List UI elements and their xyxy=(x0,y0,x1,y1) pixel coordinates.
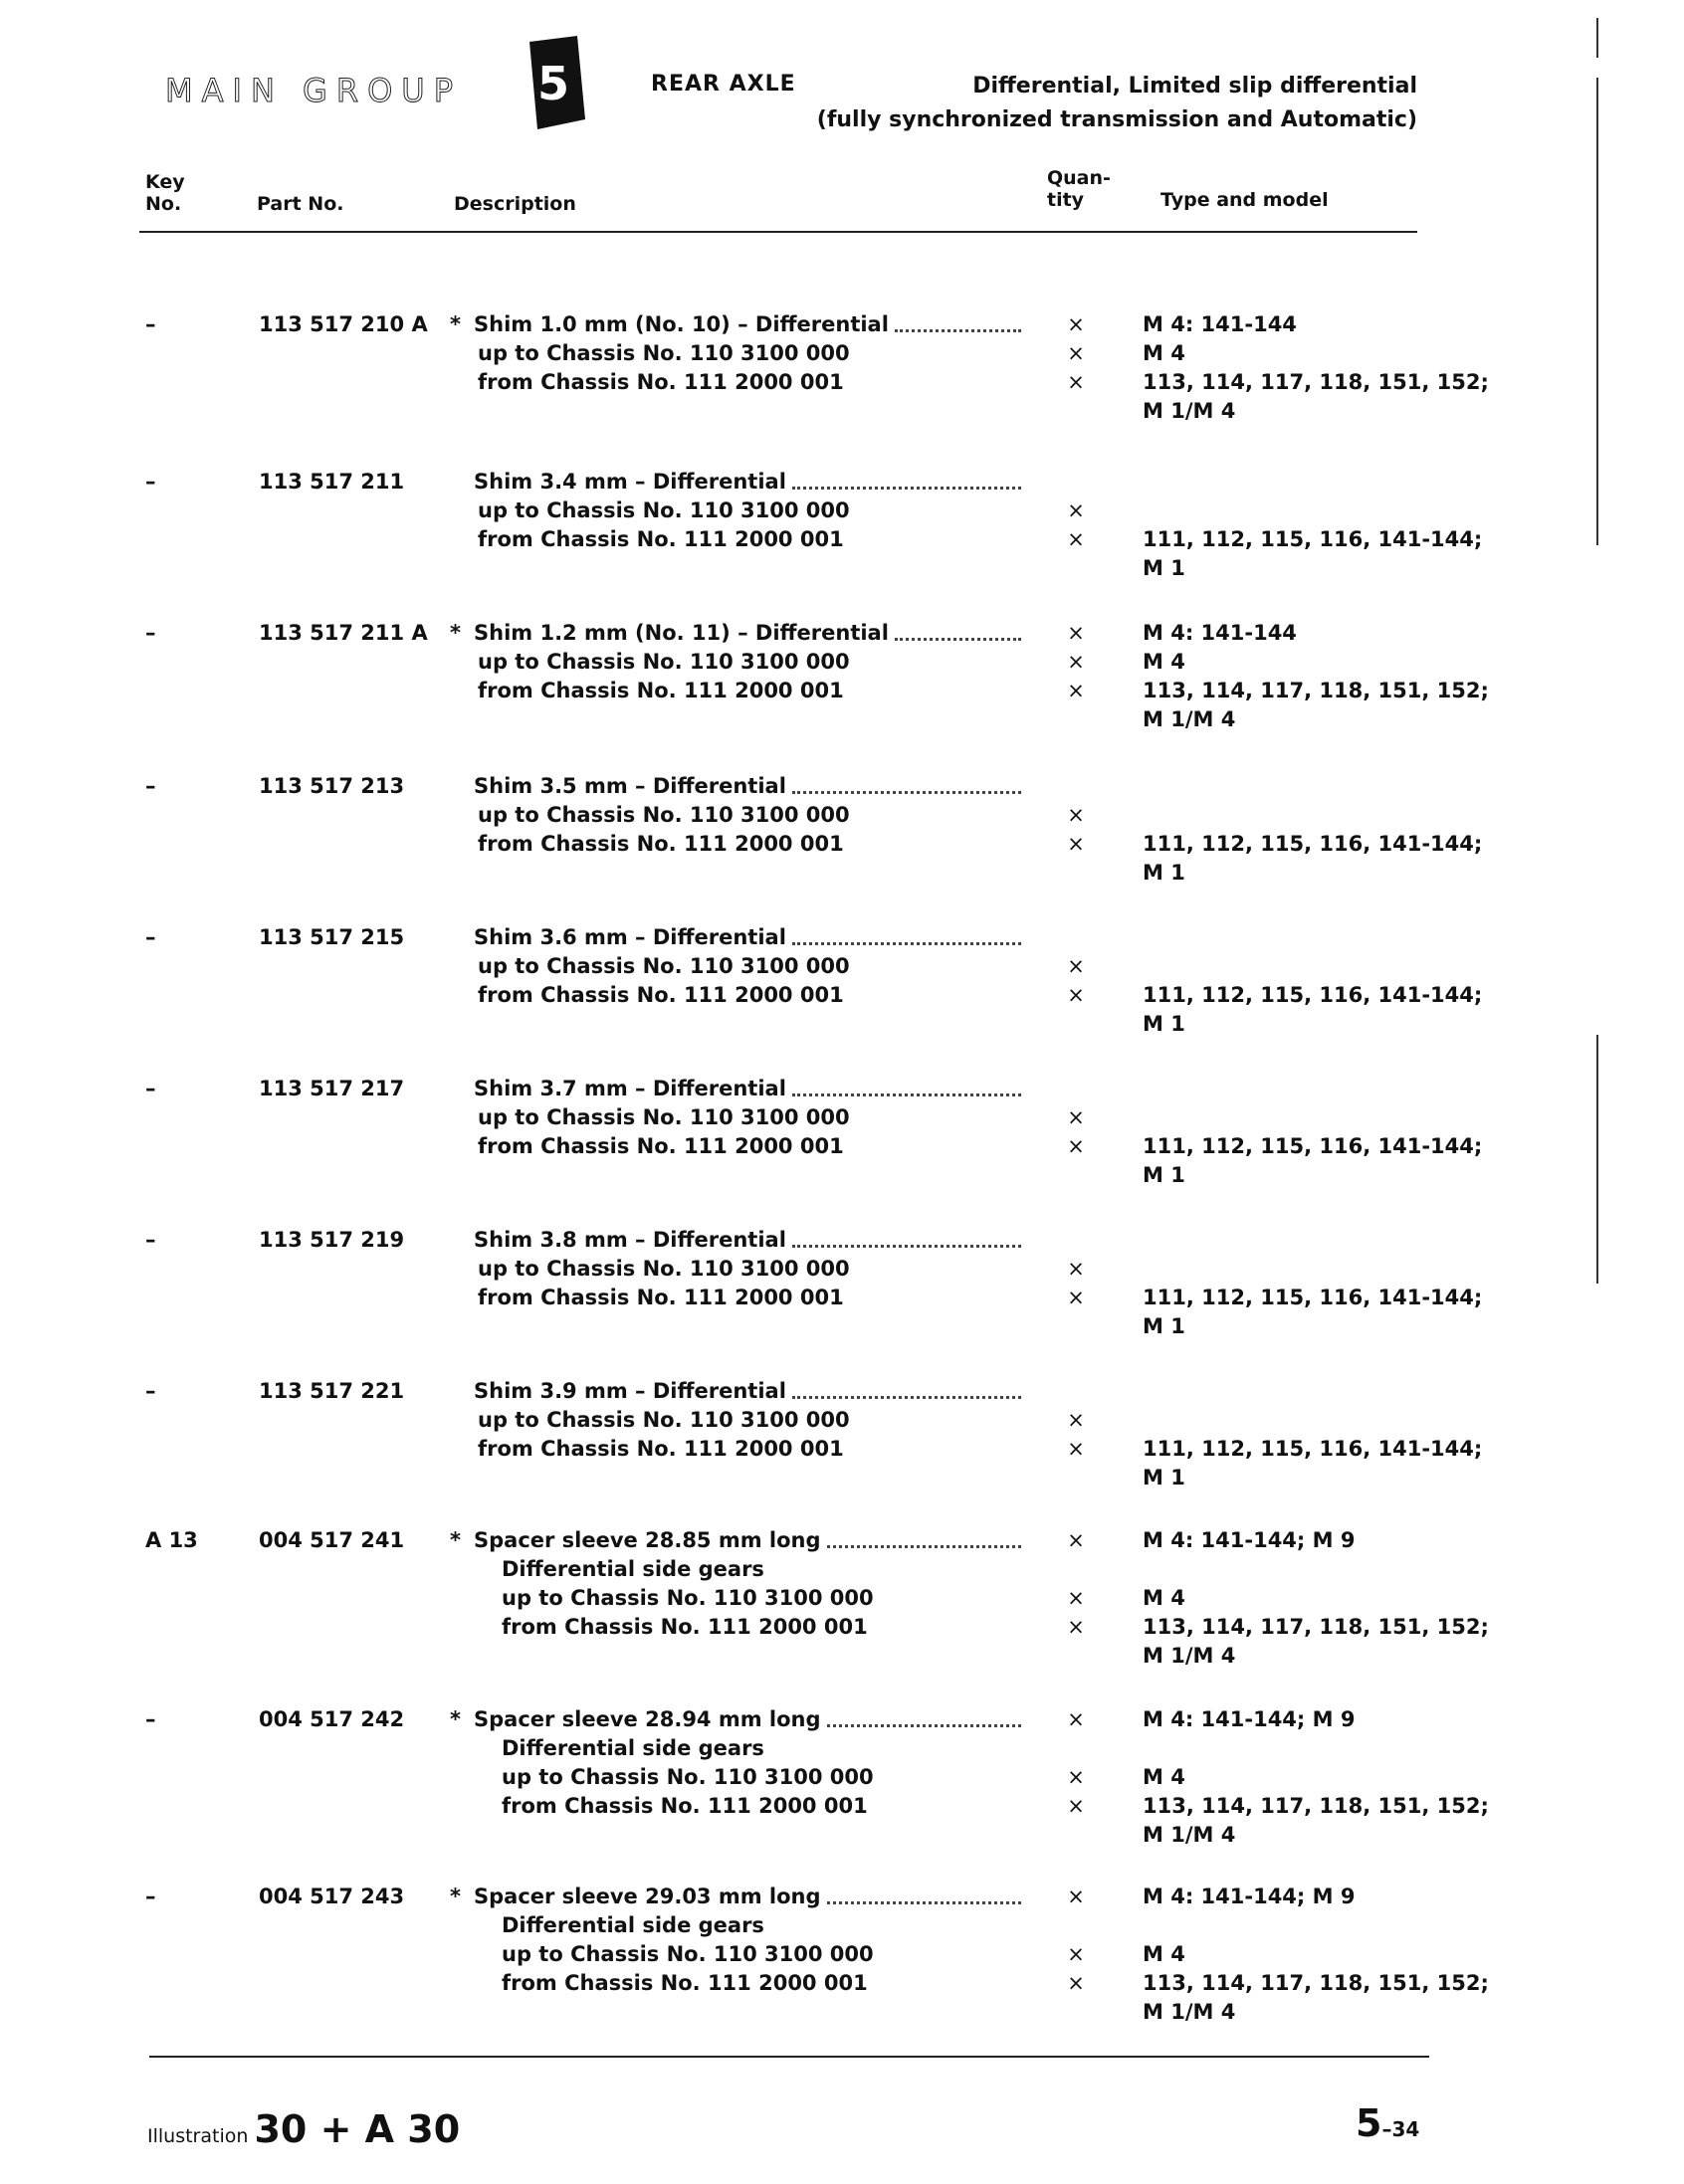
description-subline xyxy=(450,1312,1027,1341)
type-model-line: M 4 xyxy=(1143,1942,1185,1966)
description-subline xyxy=(450,1821,1027,1850)
description-cell xyxy=(450,1075,1027,1190)
new-part-star xyxy=(450,1075,474,1103)
description-subline xyxy=(450,1161,1027,1190)
description-text: Shim 3.7 mm – Differential xyxy=(474,1077,786,1100)
group-number: 5 xyxy=(536,57,570,110)
description-subline: from Chassis No. 111 2000 001 xyxy=(478,983,844,1007)
new-part-star: * xyxy=(450,621,461,645)
type-model-line xyxy=(1143,1734,1481,1763)
description-subline: Differential side gears xyxy=(502,1913,764,1937)
description-subline xyxy=(450,859,1027,888)
quantity-cell xyxy=(1061,923,1091,1039)
type-model-line xyxy=(1143,1911,1481,1940)
part-number: 004 517 241 xyxy=(259,1528,405,1552)
column-header-key-line-1: Key xyxy=(145,171,185,193)
quantity-mark xyxy=(1061,1998,1091,2027)
type-model-cell xyxy=(1143,619,1489,734)
quantity-mark xyxy=(1061,554,1091,583)
type-model-line xyxy=(1143,1103,1481,1132)
description-text: Spacer sleeve 28.85 mm long xyxy=(474,1528,821,1552)
type-model-cell xyxy=(1143,923,1481,1039)
description-main xyxy=(450,772,1027,801)
type-model-line xyxy=(1143,1377,1481,1406)
description-cell xyxy=(450,1526,1027,1671)
quantity-cell xyxy=(1061,619,1091,734)
key-number: – xyxy=(145,1885,156,1908)
quantity-mark: × xyxy=(1067,954,1085,978)
description-subline xyxy=(450,1464,1027,1492)
group-badge-shape xyxy=(516,34,587,131)
quantity-mark: × xyxy=(1067,1105,1085,1129)
quantity-cell xyxy=(1061,1226,1091,1341)
description-main xyxy=(450,923,1027,952)
quantity-mark: × xyxy=(1067,498,1085,522)
description-main xyxy=(450,468,1027,496)
type-model-line: M 1 xyxy=(1143,556,1185,580)
quantity-mark xyxy=(1061,772,1091,801)
quantity-mark: × xyxy=(1067,650,1085,674)
type-model-line: 113, 114, 117, 118, 151, 152; xyxy=(1143,1971,1489,1995)
new-part-star xyxy=(450,772,474,801)
quantity-mark xyxy=(1061,1312,1091,1341)
type-model-line xyxy=(1143,496,1481,525)
dot-leader xyxy=(895,619,1021,641)
type-model-line: 111, 112, 115, 116, 141-144; xyxy=(1143,1134,1483,1158)
key-number: – xyxy=(145,312,156,336)
description-main xyxy=(450,619,1027,648)
dot-leader xyxy=(792,468,1021,490)
type-model-line xyxy=(1143,1555,1481,1584)
description-text: Shim 3.8 mm – Differential xyxy=(474,1228,786,1252)
quantity-mark: × xyxy=(1067,1971,1085,1995)
description-subline xyxy=(450,1642,1027,1671)
type-model-cell xyxy=(1143,1226,1481,1341)
type-model-cell xyxy=(1143,1883,1489,2027)
description-main xyxy=(450,1226,1027,1255)
type-model-line: M 1/M 4 xyxy=(1143,2000,1236,2024)
quantity-mark: × xyxy=(1067,1615,1085,1639)
quantity-mark xyxy=(1061,859,1091,888)
quantity-mark: × xyxy=(1067,312,1085,336)
type-model-line: 113, 114, 117, 118, 151, 152; xyxy=(1143,370,1489,394)
description-subline: up to Chassis No. 110 3100 000 xyxy=(502,1942,874,1966)
quantity-mark xyxy=(1061,1226,1091,1255)
quantity-mark: × xyxy=(1067,341,1085,365)
quantity-mark: × xyxy=(1067,1528,1085,1552)
quantity-mark: × xyxy=(1067,1765,1085,1789)
new-part-star xyxy=(450,923,474,952)
type-model-line: 111, 112, 115, 116, 141-144; xyxy=(1143,1437,1483,1461)
type-model-line: M 4 xyxy=(1143,1765,1185,1789)
type-model-line xyxy=(1143,1075,1481,1103)
type-model-line: M 1/M 4 xyxy=(1143,707,1236,731)
quantity-mark xyxy=(1061,923,1091,952)
illustration-label: Illustration xyxy=(147,2125,249,2147)
description-subline: up to Chassis No. 110 3100 000 xyxy=(478,1105,850,1129)
quantity-mark: × xyxy=(1067,832,1085,856)
quantity-cell xyxy=(1061,468,1091,583)
description-subline: up to Chassis No. 110 3100 000 xyxy=(478,498,850,522)
type-model-line: 111, 112, 115, 116, 141-144; xyxy=(1143,832,1483,856)
group-number-badge xyxy=(516,34,587,131)
type-model-line xyxy=(1143,772,1481,801)
quantity-mark: × xyxy=(1067,1408,1085,1432)
quantity-mark: × xyxy=(1067,1586,1085,1610)
key-number: – xyxy=(145,1379,156,1403)
type-model-line xyxy=(1143,1226,1481,1255)
part-number: 113 517 211 xyxy=(259,470,405,494)
type-model-line xyxy=(1143,468,1481,496)
quantity-cell xyxy=(1061,1883,1091,2027)
description-text: Shim 3.6 mm – Differential xyxy=(474,925,786,949)
type-model-line: 113, 114, 117, 118, 151, 152; xyxy=(1143,1794,1489,1818)
type-model-line xyxy=(1143,801,1481,830)
part-number: 113 517 215 xyxy=(259,925,405,949)
key-number: – xyxy=(145,774,156,798)
type-model-line: 111, 112, 115, 116, 141-144; xyxy=(1143,1286,1483,1309)
part-number: 113 517 217 xyxy=(259,1077,405,1100)
quantity-mark: × xyxy=(1067,803,1085,827)
subtitle-line-1: Differential, Limited slip differential xyxy=(972,74,1417,99)
description-subline xyxy=(450,554,1027,583)
column-header-type-model: Type and model xyxy=(1160,189,1329,211)
description-cell xyxy=(450,1377,1027,1492)
key-number: – xyxy=(145,1077,156,1100)
description-subline: from Chassis No. 111 2000 001 xyxy=(478,679,844,702)
header-rule xyxy=(139,231,1417,233)
description-cell xyxy=(450,1705,1027,1850)
margin-mark xyxy=(1596,1035,1598,1204)
description-subline: from Chassis No. 111 2000 001 xyxy=(478,832,844,856)
column-header-description: Description xyxy=(454,193,576,215)
type-model-line: 111, 112, 115, 116, 141-144; xyxy=(1143,983,1483,1007)
type-model-line xyxy=(1143,1255,1481,1284)
type-model-line: M 1 xyxy=(1143,1012,1185,1036)
page-subtitle xyxy=(817,70,1417,137)
description-cell xyxy=(450,1883,1027,2027)
description-main xyxy=(450,1075,1027,1103)
type-model-line: 113, 114, 117, 118, 151, 152; xyxy=(1143,1615,1489,1639)
key-number: – xyxy=(145,1228,156,1252)
quantity-cell xyxy=(1061,1075,1091,1190)
column-header-key-line-2: No. xyxy=(145,193,182,215)
quantity-mark xyxy=(1061,1642,1091,1671)
description-text: Spacer sleeve 29.03 mm long xyxy=(474,1885,821,1908)
quantity-mark: × xyxy=(1067,1437,1085,1461)
quantity-mark xyxy=(1061,1821,1091,1850)
description-text: Shim 3.9 mm – Differential xyxy=(474,1379,786,1403)
quantity-mark xyxy=(1061,468,1091,496)
part-number: 113 517 221 xyxy=(259,1379,405,1403)
type-model-line: M 1 xyxy=(1143,1314,1185,1338)
description-subline: from Chassis No. 111 2000 001 xyxy=(478,527,844,551)
type-model-line: M 1/M 4 xyxy=(1143,1644,1236,1668)
description-subline: up to Chassis No. 110 3100 000 xyxy=(478,954,850,978)
dot-leader xyxy=(827,1705,1021,1727)
type-model-line: M 1/M 4 xyxy=(1143,1823,1236,1847)
quantity-cell xyxy=(1061,772,1091,888)
page-number xyxy=(1356,2101,1419,2145)
description-subline: from Chassis No. 111 2000 001 xyxy=(478,370,844,394)
description-subline: up to Chassis No. 110 3100 000 xyxy=(478,341,850,365)
description-subline xyxy=(450,397,1027,426)
dot-leader xyxy=(792,923,1021,945)
quantity-mark xyxy=(1061,397,1091,426)
type-model-cell xyxy=(1143,1526,1489,1671)
subtitle-line-2: (fully synchronized transmission and Automatic) xyxy=(816,107,1417,132)
page-number-minor: –34 xyxy=(1381,2117,1420,2141)
quantity-mark: × xyxy=(1067,1794,1085,1818)
quantity-mark: × xyxy=(1067,370,1085,394)
type-model-line: 113, 114, 117, 118, 151, 152; xyxy=(1143,679,1489,702)
quantity-mark xyxy=(1061,1010,1091,1039)
type-model-line: M 4 xyxy=(1143,1586,1185,1610)
description-subline: from Chassis No. 111 2000 001 xyxy=(478,1134,844,1158)
new-part-star xyxy=(450,468,474,496)
quantity-cell xyxy=(1061,1705,1091,1850)
description-main xyxy=(450,1883,1027,1911)
illustration-reference xyxy=(147,2107,460,2151)
description-subline: up to Chassis No. 110 3100 000 xyxy=(478,650,850,674)
description-subline: Differential side gears xyxy=(502,1736,764,1760)
description-subline: from Chassis No. 111 2000 001 xyxy=(502,1794,868,1818)
quantity-mark xyxy=(1061,1555,1091,1584)
quantity-mark xyxy=(1061,705,1091,734)
key-number: A 13 xyxy=(145,1528,198,1552)
section-title: REAR AXLE xyxy=(651,72,796,97)
type-model-line: M 1 xyxy=(1143,861,1185,885)
part-number: 113 517 219 xyxy=(259,1228,405,1252)
description-subline: up to Chassis No. 110 3100 000 xyxy=(478,1257,850,1281)
dot-leader xyxy=(792,1226,1021,1248)
description-subline: up to Chassis No. 110 3100 000 xyxy=(502,1765,874,1789)
type-model-cell xyxy=(1143,310,1489,426)
new-part-star: * xyxy=(450,1885,461,1908)
quantity-cell xyxy=(1061,310,1091,426)
key-number: – xyxy=(145,470,156,494)
type-model-line: M 4: 141-144; M 9 xyxy=(1143,1528,1356,1552)
description-cell xyxy=(450,310,1027,426)
description-text: Shim 1.0 mm (No. 10) – Differential xyxy=(474,312,889,336)
quantity-mark xyxy=(1061,1075,1091,1103)
column-header-part-no: Part No. xyxy=(257,193,344,215)
margin-mark xyxy=(1596,18,1598,58)
description-subline: up to Chassis No. 110 3100 000 xyxy=(478,1408,850,1432)
quantity-mark: × xyxy=(1067,621,1085,645)
quantity-cell xyxy=(1061,1526,1091,1671)
quantity-mark xyxy=(1061,1464,1091,1492)
description-main xyxy=(450,1705,1027,1734)
new-part-star: * xyxy=(450,312,461,336)
description-subline: up to Chassis No. 110 3100 000 xyxy=(478,803,850,827)
new-part-star xyxy=(450,1226,474,1255)
type-model-line: M 4 xyxy=(1143,650,1185,674)
description-text: Spacer sleeve 28.94 mm long xyxy=(474,1707,821,1731)
description-subline xyxy=(450,705,1027,734)
quantity-mark xyxy=(1061,1161,1091,1190)
description-cell xyxy=(450,923,1027,1039)
footer-rule xyxy=(149,2056,1429,2058)
type-model-cell xyxy=(1143,772,1481,888)
margin-mark xyxy=(1596,78,1598,545)
type-model-line xyxy=(1143,952,1481,981)
type-model-line: M 4: 141-144 xyxy=(1143,621,1297,645)
part-number: 004 517 242 xyxy=(259,1707,405,1731)
type-model-cell xyxy=(1143,468,1481,583)
part-number: 113 517 211 A xyxy=(259,621,428,645)
type-model-line: 111, 112, 115, 116, 141-144; xyxy=(1143,527,1483,551)
quantity-mark xyxy=(1061,1734,1091,1763)
type-model-line: M 4: 141-144; M 9 xyxy=(1143,1885,1356,1908)
type-model-cell xyxy=(1143,1075,1481,1190)
quantity-mark: × xyxy=(1067,1707,1085,1731)
description-subline: Differential side gears xyxy=(502,1557,764,1581)
type-model-line: M 1 xyxy=(1143,1466,1185,1489)
dot-leader xyxy=(792,772,1021,794)
description-subline: from Chassis No. 111 2000 001 xyxy=(478,1437,844,1461)
type-model-line: M 4: 141-144 xyxy=(1143,312,1297,336)
illustration-number: 30 + A 30 xyxy=(254,2107,461,2151)
dot-leader xyxy=(827,1526,1021,1548)
type-model-line: M 4: 141-144; M 9 xyxy=(1143,1707,1356,1731)
dot-leader xyxy=(792,1075,1021,1096)
column-header-quantity-line-1: Quan- xyxy=(1047,167,1111,189)
quantity-mark: × xyxy=(1067,1885,1085,1908)
description-subline: up to Chassis No. 110 3100 000 xyxy=(502,1586,874,1610)
column-header-key-no xyxy=(145,171,185,215)
quantity-mark: × xyxy=(1067,527,1085,551)
new-part-star xyxy=(450,1377,474,1406)
dot-leader xyxy=(827,1883,1021,1904)
description-subline xyxy=(450,1010,1027,1039)
description-subline: from Chassis No. 111 2000 001 xyxy=(502,1971,868,1995)
quantity-mark xyxy=(1061,1377,1091,1406)
description-subline xyxy=(450,1998,1027,2027)
type-model-line: M 4 xyxy=(1143,341,1185,365)
new-part-star: * xyxy=(450,1707,461,1731)
column-header-quantity xyxy=(1047,167,1111,211)
description-cell xyxy=(450,468,1027,583)
description-cell xyxy=(450,619,1027,734)
type-model-line: M 1/M 4 xyxy=(1143,399,1236,423)
quantity-mark xyxy=(1061,1911,1091,1940)
quantity-mark: × xyxy=(1067,679,1085,702)
description-text: Shim 3.5 mm – Differential xyxy=(474,774,786,798)
quantity-cell xyxy=(1061,1377,1091,1492)
type-model-line xyxy=(1143,923,1481,952)
part-number: 113 517 213 xyxy=(259,774,405,798)
key-number: – xyxy=(145,621,156,645)
margin-mark xyxy=(1596,1184,1598,1284)
dot-leader xyxy=(792,1377,1021,1399)
description-text: Shim 3.4 mm – Differential xyxy=(474,470,786,494)
key-number: – xyxy=(145,1707,156,1731)
quantity-mark: × xyxy=(1067,1942,1085,1966)
description-text: Shim 1.2 mm (No. 11) – Differential xyxy=(474,621,889,645)
page-number-major: 5 xyxy=(1356,2101,1382,2145)
new-part-star: * xyxy=(450,1528,461,1552)
quantity-mark: × xyxy=(1067,1134,1085,1158)
description-main xyxy=(450,1377,1027,1406)
part-number: 113 517 210 A xyxy=(259,312,428,336)
dot-leader xyxy=(895,310,1021,332)
type-model-line: M 1 xyxy=(1143,1163,1185,1187)
type-model-cell xyxy=(1143,1705,1489,1850)
quantity-mark: × xyxy=(1067,983,1085,1007)
column-header-quantity-line-2: tity xyxy=(1047,189,1085,211)
quantity-mark: × xyxy=(1067,1286,1085,1309)
part-number: 004 517 243 xyxy=(259,1885,405,1908)
description-cell xyxy=(450,1226,1027,1341)
type-model-line xyxy=(1143,1406,1481,1435)
key-number: – xyxy=(145,925,156,949)
quantity-mark: × xyxy=(1067,1257,1085,1281)
description-subline: from Chassis No. 111 2000 001 xyxy=(502,1615,868,1639)
description-main xyxy=(450,310,1027,339)
main-group-label: MAIN GROUP xyxy=(165,72,462,109)
type-model-cell xyxy=(1143,1377,1481,1492)
description-subline: from Chassis No. 111 2000 001 xyxy=(478,1286,844,1309)
description-main xyxy=(450,1526,1027,1555)
description-cell xyxy=(450,772,1027,888)
